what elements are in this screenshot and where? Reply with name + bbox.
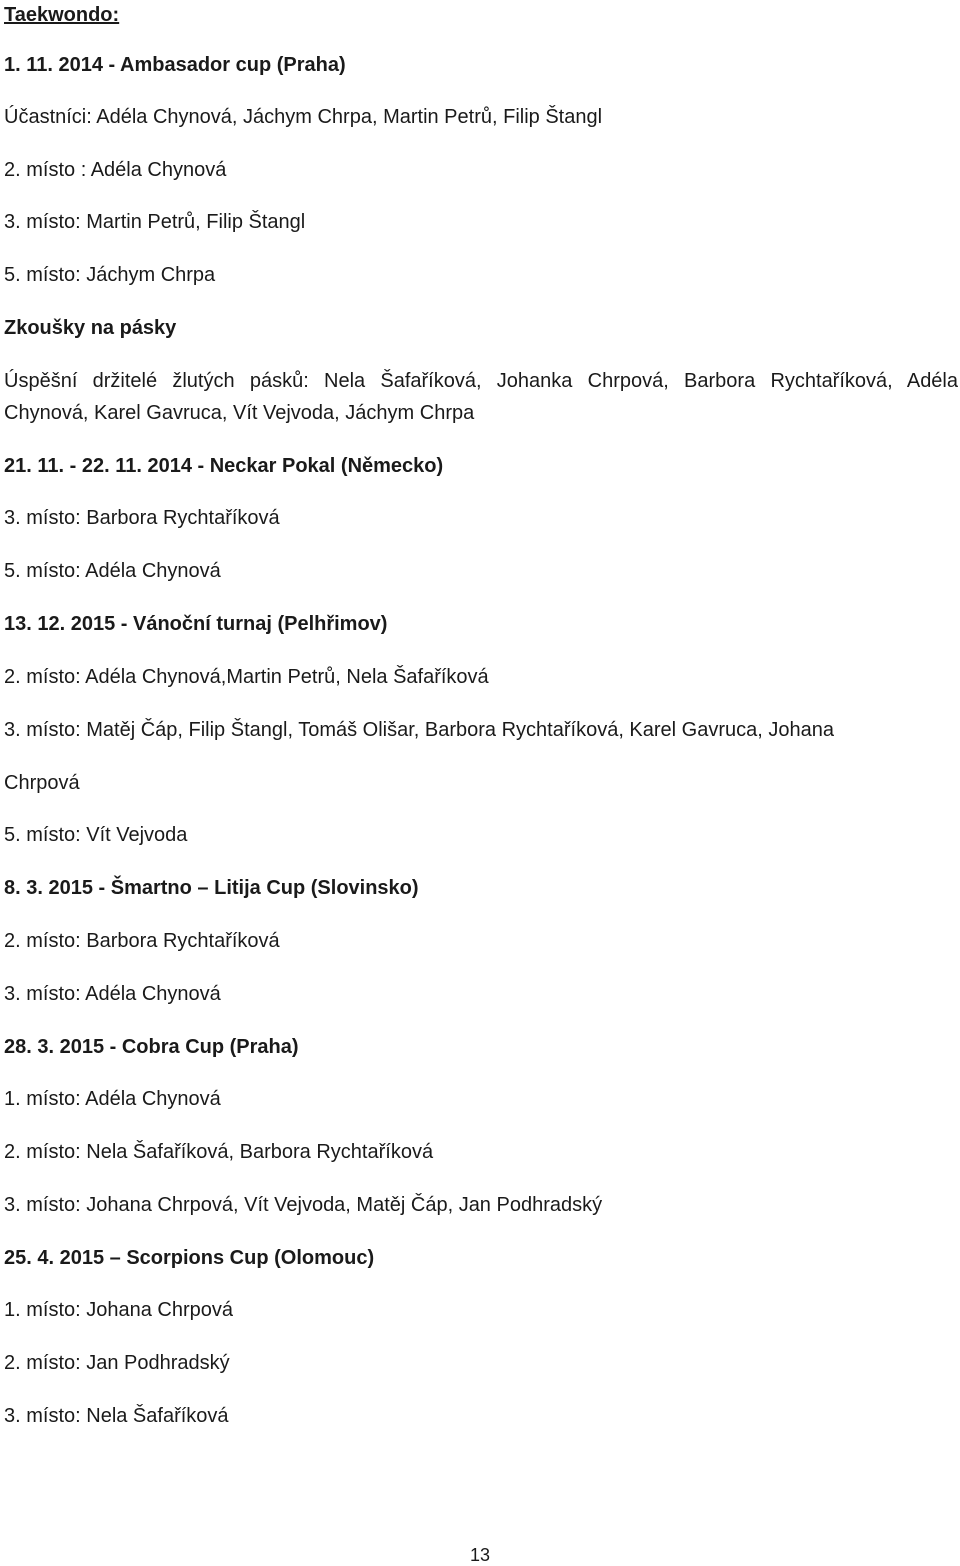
text-line: 2. místo: Nela Šafaříková, Barbora Rychtaříková	[4, 1141, 434, 1163]
document-heading: Taekwondo:	[4, 4, 120, 26]
text-line: 5. místo: Jáchym Chrpa	[4, 264, 216, 286]
text-line: 2. místo: Adéla Chynová,Martin Petrů, Nela Šafaříková	[4, 666, 489, 688]
text-line: 8. 3. 2015 - Šmartno – Litija Cup (Slovinsko)	[4, 877, 419, 899]
text-line: 3. místo: Adéla Chynová	[4, 983, 221, 1005]
text-line: 21. 11. - 22. 11. 2014 - Neckar Pokal (Německo)	[4, 455, 444, 477]
text-line: 5. místo: Vít Vejvoda	[4, 824, 188, 846]
text-line: Úspěšní držitelé žlutých pásků: Nela Šafaříková, Johanka Chrpová, Barbora Rychtaříková, Adéla	[4, 370, 958, 392]
text-line: 1. 11. 2014 - Ambasador cup (Praha)	[4, 54, 346, 76]
page-number: 13	[469, 1545, 491, 1565]
text-line: 3. místo: Nela Šafaříková	[4, 1405, 229, 1427]
text-line: 3. místo: Johana Chrpová, Vít Vejvoda, Matěj Čáp, Jan Podhradský	[4, 1194, 603, 1216]
text-line: 1. místo: Johana Chrpová	[4, 1299, 234, 1321]
text-line: 3. místo: Martin Petrů, Filip Štangl	[4, 211, 306, 233]
text-line: 13. 12. 2015 - Vánoční turnaj (Pelhřimov)	[4, 613, 388, 635]
text-line: 5. místo: Adéla Chynová	[4, 560, 221, 582]
text-line: 3. místo: Barbora Rychtaříková	[4, 507, 280, 529]
text-line: 2. místo: Barbora Rychtaříková	[4, 930, 280, 952]
text-line: 3. místo: Matěj Čáp, Filip Štangl, Tomáš Olišar, Barbora Rychtaříková, Karel Gavruca, Johana	[4, 719, 834, 741]
text-line: 1. místo: Adéla Chynová	[4, 1088, 221, 1110]
text-line: Chynová, Karel Gavruca, Vít Vejvoda, Jáchym Chrpa	[4, 402, 475, 424]
text-line: 25. 4. 2015 – Scorpions Cup (Olomouc)	[4, 1247, 375, 1269]
text-line: 2. místo : Adéla Chynová	[4, 159, 227, 181]
text-line: Zkoušky na pásky	[4, 317, 177, 339]
text-line: Účastníci: Adéla Chynová, Jáchym Chrpa, Martin Petrů, Filip Štangl	[4, 106, 603, 128]
text-line: 28. 3. 2015 - Cobra Cup (Praha)	[4, 1036, 299, 1058]
text-line: Chrpová	[4, 772, 80, 794]
text-line: 2. místo: Jan Podhradský	[4, 1352, 230, 1374]
